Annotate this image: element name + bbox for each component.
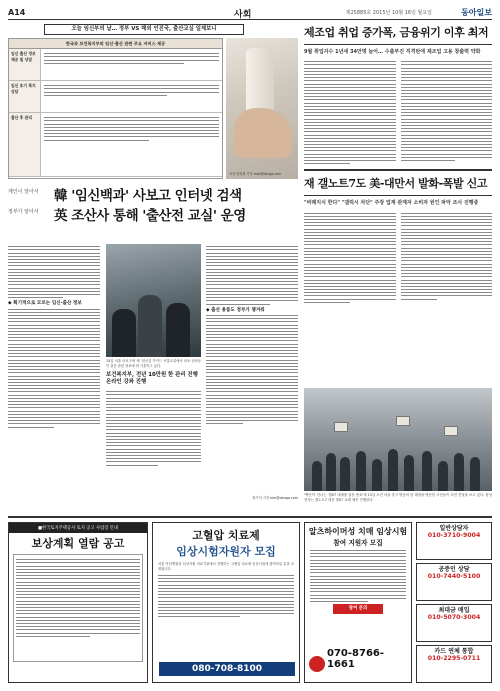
photo-caption: 15일 서울 마포구에 새 '임신실 가이드 서울교실에서 마포 엄마들이 출산 관련 정보에 귀 기울이고 있다. xyxy=(106,359,201,368)
lede: 9월 취업자수 1년새 34만명 늘어… 수출부진 직격탄에 제조업 고용 창출력 약화 xyxy=(304,49,481,55)
article-column xyxy=(304,210,396,305)
ad-dementia-trial xyxy=(304,522,412,683)
ad-clinical-trial xyxy=(152,522,300,683)
kicker: 정부가 알아서 xyxy=(8,209,39,215)
article-photo xyxy=(106,244,201,357)
main-article xyxy=(8,184,298,508)
photo-credit: 사진 장정희 기자 mes@donga.com xyxy=(229,172,282,176)
article-column xyxy=(106,389,201,468)
classified-title: 일반상담자 xyxy=(439,525,469,532)
lede: "비례지식 한다" "갤럭시 차단" 주장 업계 관계자 소비자 원인 파악 조사 진행중 xyxy=(304,200,479,207)
headline: 제조업 취업 증가폭, 금융위기 이후 최저 xyxy=(304,26,489,39)
ad-table xyxy=(13,554,143,662)
ad-title: 알츠하이머성 치매 임상시험 xyxy=(308,527,408,536)
article-column xyxy=(8,244,100,430)
ad-body: 서울 아산병원과 임상자원 의료기관에서 진행하는 고혈압 치료제 임상시험에 참여하실 분을 모집합니다. xyxy=(158,562,294,571)
subhead: ◆ 획기적으로 모르는 임신·출산 정보 xyxy=(8,301,82,307)
infographic-title: 오늘 임신부의 날… 정부 VS 해외 인진국, 출산교실 일제보니 xyxy=(44,24,244,35)
infographic-photo xyxy=(226,38,298,179)
row-text xyxy=(41,113,222,176)
table-header: 한국과 보건복지부의 임신·출산 관련 주요 서비스 제공 xyxy=(9,39,222,49)
right-column xyxy=(304,24,492,305)
ad-subtitle: 임상시험자원자 모집 xyxy=(176,545,276,558)
infographic xyxy=(8,24,298,179)
row-text xyxy=(41,81,222,112)
photo-caption: '백인이' 건너는 '갤S7 대체품 설문 번호'에 15일 오전 서울 중구 명동의 한 매장을 방문한 시민들이 의견 전달을 보고 있다. 삼성전자는 갤노트7 대신 갤S7 교체 계속 진행한다. xyxy=(304,493,492,502)
headline: 英 조산사 통해 '출산전 교실' 운영 xyxy=(54,208,246,224)
classified-ad xyxy=(416,522,492,560)
badge-icon xyxy=(309,656,325,672)
ad-compensation-notice xyxy=(8,522,148,683)
classified-phone: 010-5070-3004 xyxy=(427,614,481,621)
article-column xyxy=(304,59,396,166)
classified-title: 카드 연체 통합 xyxy=(434,648,474,655)
classified-phone: 010-2295-0711 xyxy=(427,655,481,662)
classified-ad xyxy=(416,563,492,601)
subhead: ◆ 출산 용품도 정부가 챙겨줘 xyxy=(206,307,265,313)
ad-title: 고혈압 치료제 xyxy=(192,529,260,542)
byline: 장기석 기자 kim@donga.com xyxy=(252,496,298,500)
article-column xyxy=(206,244,298,427)
classified-title: 최대금 매입 xyxy=(438,607,470,614)
newspaper-logo: 동아일보 xyxy=(461,7,492,17)
ad-subtitle: 참여 지원자 모집 xyxy=(333,539,383,547)
headline: 韓 '임신백과' 사보고 인터넷 검색 xyxy=(54,188,242,204)
classified-title: 공증인 상담 xyxy=(438,566,470,573)
ad-phone: 070-8766-1661 xyxy=(327,648,385,670)
section-title: 사회 xyxy=(234,10,252,20)
classifieds xyxy=(416,522,492,683)
table-row xyxy=(9,81,222,113)
article-photo xyxy=(304,388,492,491)
ad-title: 보상계획 열람 공고 xyxy=(31,537,125,550)
page-number: A14 xyxy=(8,8,26,17)
classified-phone: 010-7440-5100 xyxy=(427,573,481,580)
kicker: 계인이 알아서 xyxy=(8,189,39,195)
row-label: 임신 초기 복지 상담 xyxy=(9,81,41,112)
infographic-table xyxy=(8,38,223,179)
row-label: 임신 출산 정보제공 및 상담 xyxy=(9,49,41,80)
box-headline: 보건복지부, 전년 10만원 한 관리 진행 온라인 강좌 진행 xyxy=(106,372,198,385)
row-label: 출산 후 관리 xyxy=(9,113,41,176)
table-row xyxy=(9,113,222,177)
ad-tag: 참여 문의 xyxy=(333,604,383,614)
classified-ad xyxy=(416,604,492,642)
table-row xyxy=(9,49,222,81)
row-text xyxy=(41,49,222,80)
ad-bar: ■한국토지주택공사 토지 공고 사업장 안내 xyxy=(9,523,147,533)
dateline: 제25885호 2015년 10월 16일 월요일 xyxy=(345,10,432,16)
classified-phone: 010-3710-9004 xyxy=(427,532,481,539)
headline: 재 갤노트7도 美-대만서 발화-폭발 신고 xyxy=(304,177,488,191)
article-column xyxy=(401,210,493,305)
classified-ad xyxy=(416,645,492,683)
article-column xyxy=(401,59,493,166)
page-header xyxy=(8,6,492,20)
ad-phone: 080-708-8100 xyxy=(159,662,295,676)
